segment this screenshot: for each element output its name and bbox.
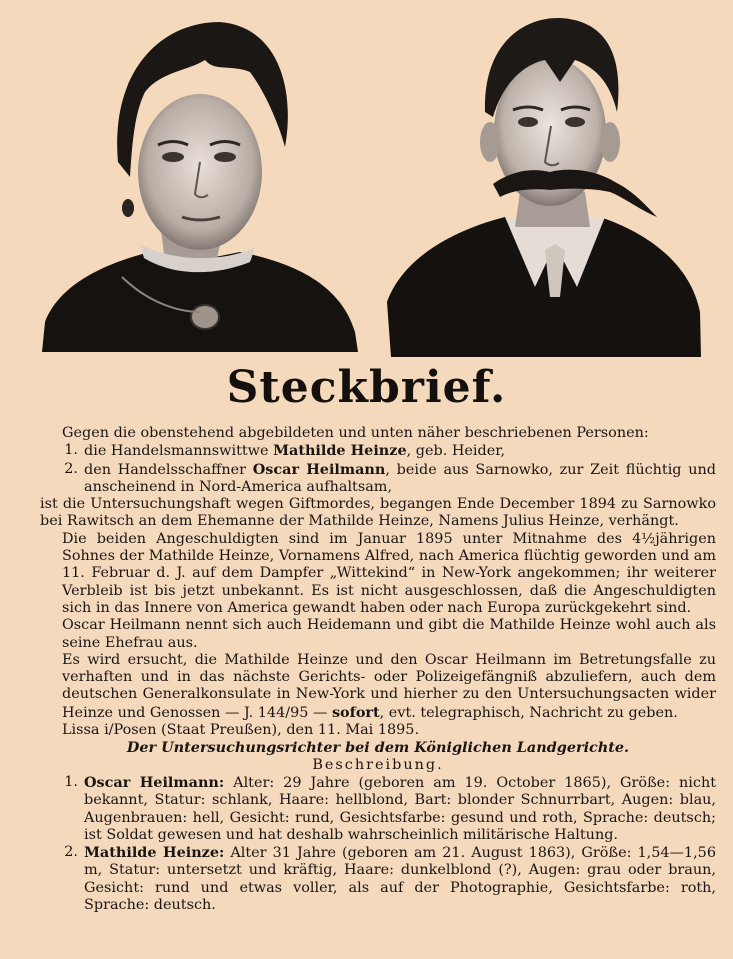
- person-pre: die Handelsmannswittwe: [84, 443, 274, 460]
- portrait-mathilde-heinze: [40, 12, 360, 372]
- person-post: , geb. Heider,: [406, 443, 506, 460]
- person-number: 1.: [64, 442, 78, 459]
- paragraph-charge: ist die Untersuchungshaft wegen Giftmordes, begangen Ende December 1894 zu Sarnowko bei Rawitsch an dem Ehemanne der Mathilde Heinze, Namens Julius Heinze, verhängt.: [40, 496, 716, 530]
- person-pre: den Handelsschaffner: [84, 461, 253, 478]
- description-text: Alter: 29 Jahre (geboren am 19. October 1865), Größe: nicht bekannt, Statur: schlank, Haare: hellblond, Bart: blonder Schnurrbart, Augen: blau, Augenbrauen: hell, Gesicht: rund, Gesichtsfarbe: gesund und roth, Sprache: deutsch; ist Soldat gewesen und hat deshalb wahrscheinlich militärische Haltung.: [84, 774, 716, 843]
- intro-line: Gegen die obenstehend abgebildeten und unten näher beschriebenen Personen:: [62, 425, 649, 441]
- person-number: 2.: [64, 460, 78, 477]
- person-post: , beide aus Sarnowko, zur Zeit flüchtig und anscheinend in Nord-America aufhaltsam,: [84, 461, 716, 495]
- person-item: [40, 461, 716, 497]
- paragraph-flight: Die beiden Angeschuldigten sind im Januar 1895 unter Mitnahme des 4½jährigen Sohnes der Mathilde Heinze, Vornamens Alfred, nach America flüchtig geworden und am 11. Februar d. J. auf dem Dampfer „Wittekind“ in New-York angekommen; ihr weiterer Verbleib ist bis jetzt unbekannt. Es ist nicht ausgeschlossen, daß die Angeschuldigten sich in das Innere von America gewandt haben oder nach Europa zurückgekehrt sind.: [62, 530, 716, 616]
- poster-title: Steckbrief.: [226, 362, 507, 413]
- description-name: Oscar Heilmann:: [84, 773, 225, 791]
- person-name: Mathilde Heinze: [273, 442, 407, 460]
- paragraph-alias: Oscar Heilmann nennt sich auch Heidemann und gibt die Mathilde Heinze wohl auch als seine Ehefrau aus.: [62, 617, 716, 651]
- issuing-authority: Der Untersuchungsrichter bei dem Königlichen Landgerichte.: [126, 739, 630, 757]
- person-name: Oscar Heilmann: [252, 460, 386, 478]
- description-name: Mathilde Heinze:: [84, 844, 225, 862]
- description-heading: Beschreibung.: [312, 756, 444, 773]
- paragraph-request: [40, 652, 716, 722]
- description-number: 1.: [64, 773, 78, 790]
- poster-body: [40, 425, 716, 914]
- person-item: [40, 442, 716, 460]
- description-item: [40, 844, 716, 914]
- description-item: [40, 774, 716, 844]
- request-text-end: , evt. telegraphisch, Nachricht zu geben.: [379, 704, 678, 721]
- description-number: 2.: [64, 844, 78, 861]
- request-text: Es wird ersucht, die Mathilde Heinze und den Oscar Heilmann im Betretungsfalle zu verhaften und in das nächste Gerichts- oder Polizeigefängniß abzuliefern, auch dem deutschen Generalkonsulate in New-York und hierher zu den Untersuchungsacten wider Heinze und Genossen — J. 144/95 —: [62, 651, 716, 721]
- portrait-oscar-heilmann: [385, 12, 703, 372]
- place-date: Lissa i/Posen (Staat Preußen), den 11. Mai 1895.: [62, 722, 420, 739]
- description-text: Alter 31 Jahre (geboren am 21. August 1863), Größe: 1,54—1,56 m, Statur: untersetzt und kräftig, Haare: dunkelblond (?), Augen: grau oder braun, Gesicht: rund und etwas voller, als auf der Photographie, Gesichtsfarbe: roth, Sprache: deutsch.: [84, 845, 716, 914]
- request-emphasis: sofort: [331, 703, 380, 721]
